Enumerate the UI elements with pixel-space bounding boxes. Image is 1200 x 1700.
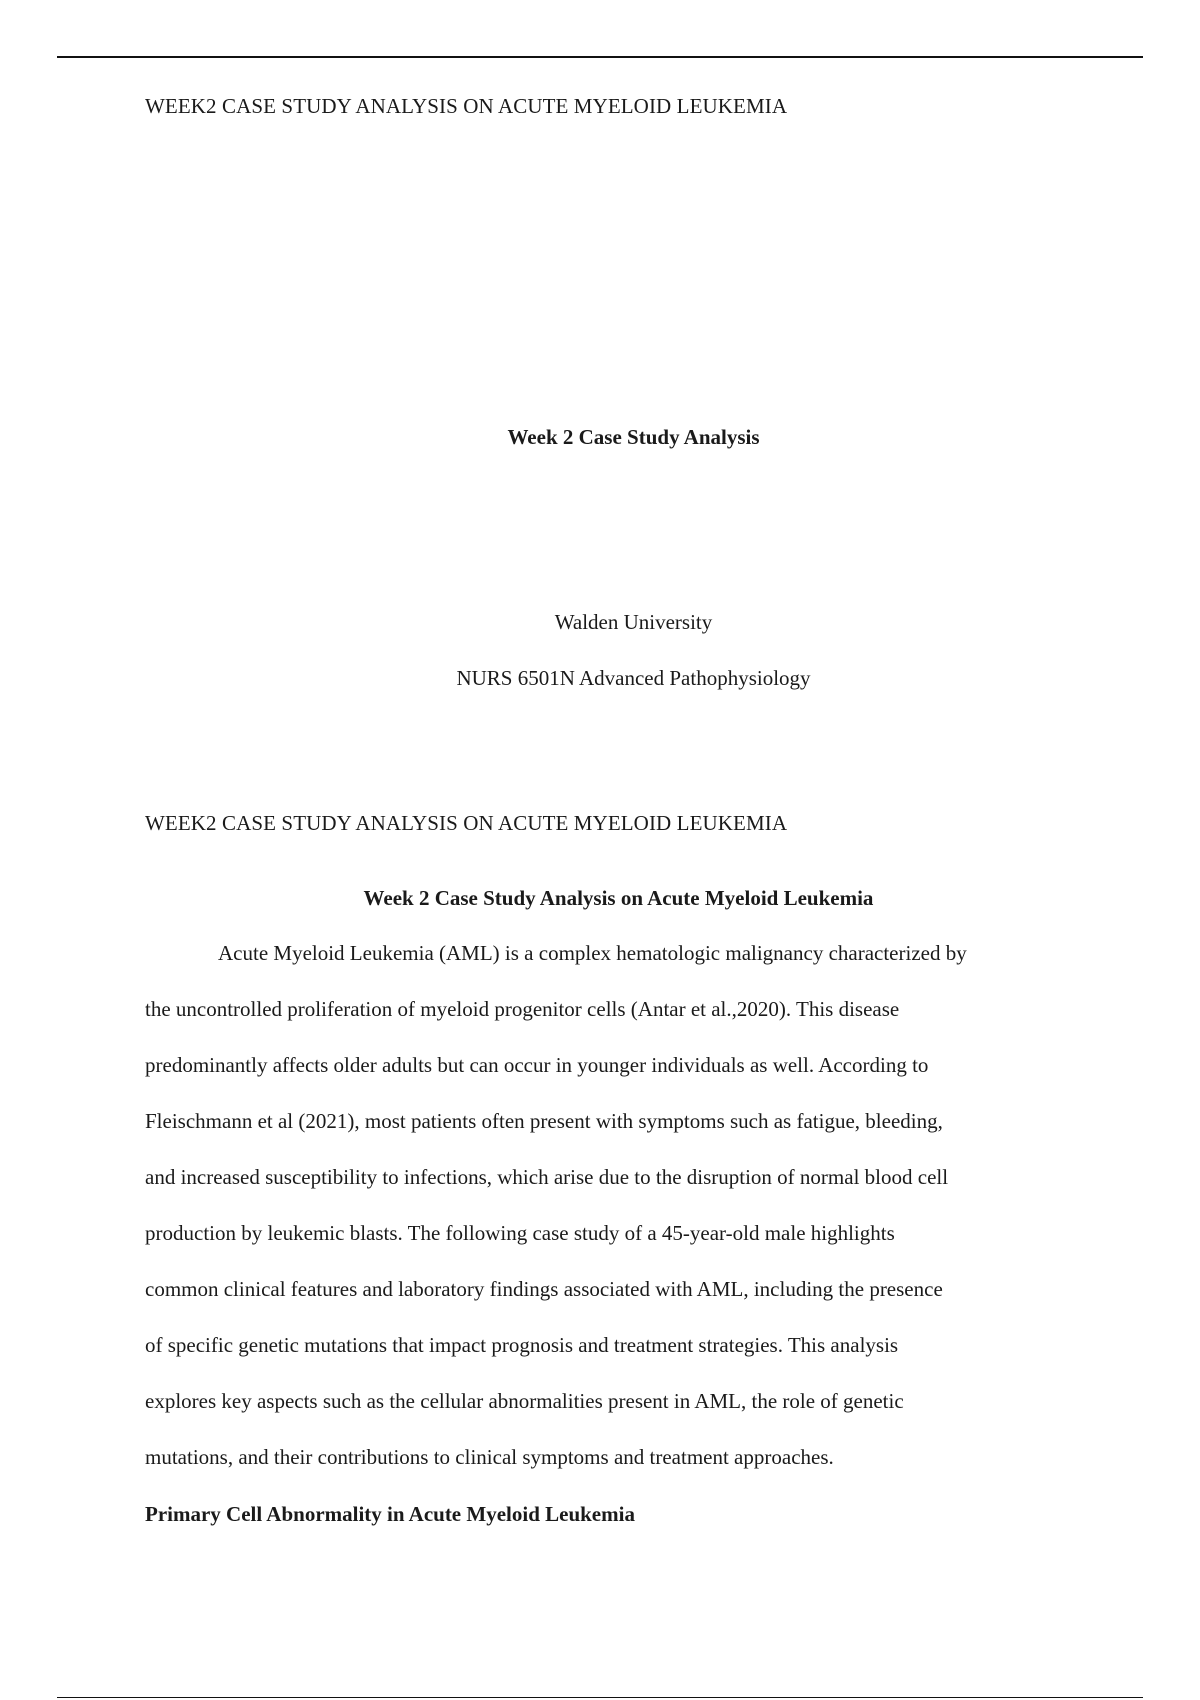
running-head-page-2: WEEK2 CASE STUDY ANALYSIS ON ACUTE MYELOID LEUKEMIA xyxy=(145,811,788,835)
page-bottom-rule xyxy=(57,1697,1143,1698)
paragraph-line: Acute Myeloid Leukemia (AML) is a complex hematologic malignancy characterized by xyxy=(218,941,967,965)
paragraph-line: mutations, and their contributions to clinical symptoms and treatment approaches. xyxy=(145,1445,834,1469)
section-heading: Primary Cell Abnormality in Acute Myeloid Leukemia xyxy=(145,1502,635,1526)
paragraph-line: and increased susceptibility to infections, which arise due to the disruption of normal blood cell xyxy=(145,1165,949,1189)
paper-title: Week 2 Case Study Analysis on Acute Myeloid Leukemia xyxy=(363,886,874,910)
running-head: WEEK2 CASE STUDY ANALYSIS ON ACUTE MYELOID LEUKEMIA xyxy=(145,94,788,118)
paragraph-line: the uncontrolled proliferation of myeloid progenitor cells (Antar et al.,2020). This disease xyxy=(145,997,900,1021)
paragraph-line: production by leukemic blasts. The following case study of a 45-year-old male highlights xyxy=(145,1221,895,1245)
paragraph-line: of specific genetic mutations that impact prognosis and treatment strategies. This analysis xyxy=(145,1333,899,1357)
page-top-rule xyxy=(57,56,1143,58)
intro-paragraph xyxy=(145,940,1145,1500)
institution-name: Walden University xyxy=(554,610,713,634)
course-name: NURS 6501N Advanced Pathophysiology xyxy=(456,666,811,690)
paragraph-line: predominantly affects older adults but can occur in younger individuals as well. According to xyxy=(145,1053,929,1077)
paragraph-line: Fleischmann et al (2021), most patients often present with symptoms such as fatigue, bleeding, xyxy=(145,1109,943,1133)
paragraph-line: common clinical features and laboratory findings associated with AML, including the presence xyxy=(145,1277,943,1301)
title-page-title: Week 2 Case Study Analysis xyxy=(507,425,760,449)
paragraph-line: explores key aspects such as the cellular abnormalities present in AML, the role of genetic xyxy=(145,1389,904,1413)
